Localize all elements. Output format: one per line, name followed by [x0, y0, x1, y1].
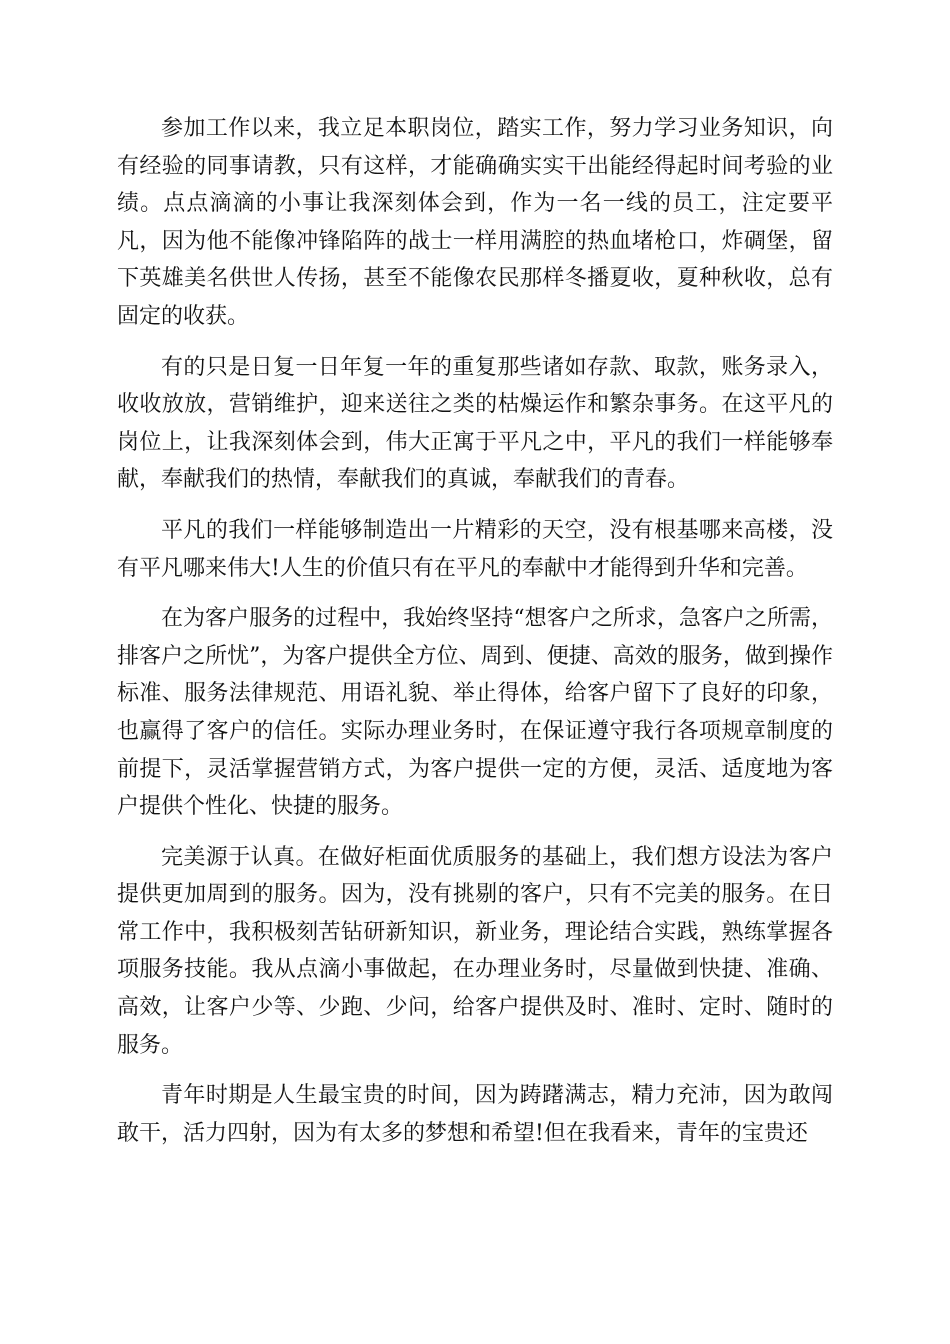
document-body	[117, 110, 833, 1165]
paragraph-2: 有的只是日复一日年复一年的重复那些诸如存款、取款，账务录入，收收放放，营销维护，迎来送往之类的枯燥运作和繁杂事务。在这平凡的岗位上，让我深刻体会到，伟大正寓于平凡之中，平凡的我们一样能够奉献，奉献我们的热情，奉献我们的真诚，奉献我们的青春。	[117, 354, 833, 493]
paragraph-5: 完美源于认真。在做好柜面优质服务的基础上，我们想方设法为客户提供更加周到的服务。因为，没有挑剔的客户，只有不完美的服务。在日常工作中，我积极刻苦钻研新知识，新业务，理论结合实践，熟练掌握各项服务技能。我从点滴小事做起，在办理业务时，尽量做到快捷、准确、高效，让客户少等、少跑、少问，给客户提供及时、准时、定时、随时的服务。	[117, 844, 833, 1058]
paragraph-6: 青年时期是人生最宝贵的时间，因为踌躇满志，精力充沛，因为敢闯敢干，活力四射，因为有太多的梦想和希望!但在我看来，青年的宝贵还	[117, 1083, 833, 1146]
paragraph-4: 在为客户服务的过程中，我始终坚持“想客户之所求，急客户之所需，排客户之所忧”，为客户提供全方位、周到、便捷、高效的服务，做到操作标准、服务法律规范、用语礼貌、举止得体，给客户留下了良好的印象，也赢得了客户的信任。实际办理业务时，在保证遵守我行各项规章制度的前提下，灵活掌握营销方式，为客户提供一定的方便，灵活、适度地为客户提供个性化、快捷的服务。	[117, 606, 833, 820]
paragraph-3: 平凡的我们一样能够制造出一片精彩的天空，没有根基哪来高楼，没有平凡哪来伟大!人生的价值只有在平凡的奉献中才能得到升华和完善。	[117, 517, 833, 581]
paragraph-1: 参加工作以来，我立足本职岗位，踏实工作，努力学习业务知识，向有经验的同事请教，只有这样，才能确确实实干出能经得起时间考验的业绩。点点滴滴的小事让我深刻体会到，作为一名一线的员工，注定要平凡，因为他不能像冲锋陷阵的战士一样用满腔的热血堵枪口，炸碉堡，留下英雄美名供世人传扬，甚至不能像农民那样冬播夏收，夏种秋收，总有固定的收获。	[117, 116, 833, 329]
